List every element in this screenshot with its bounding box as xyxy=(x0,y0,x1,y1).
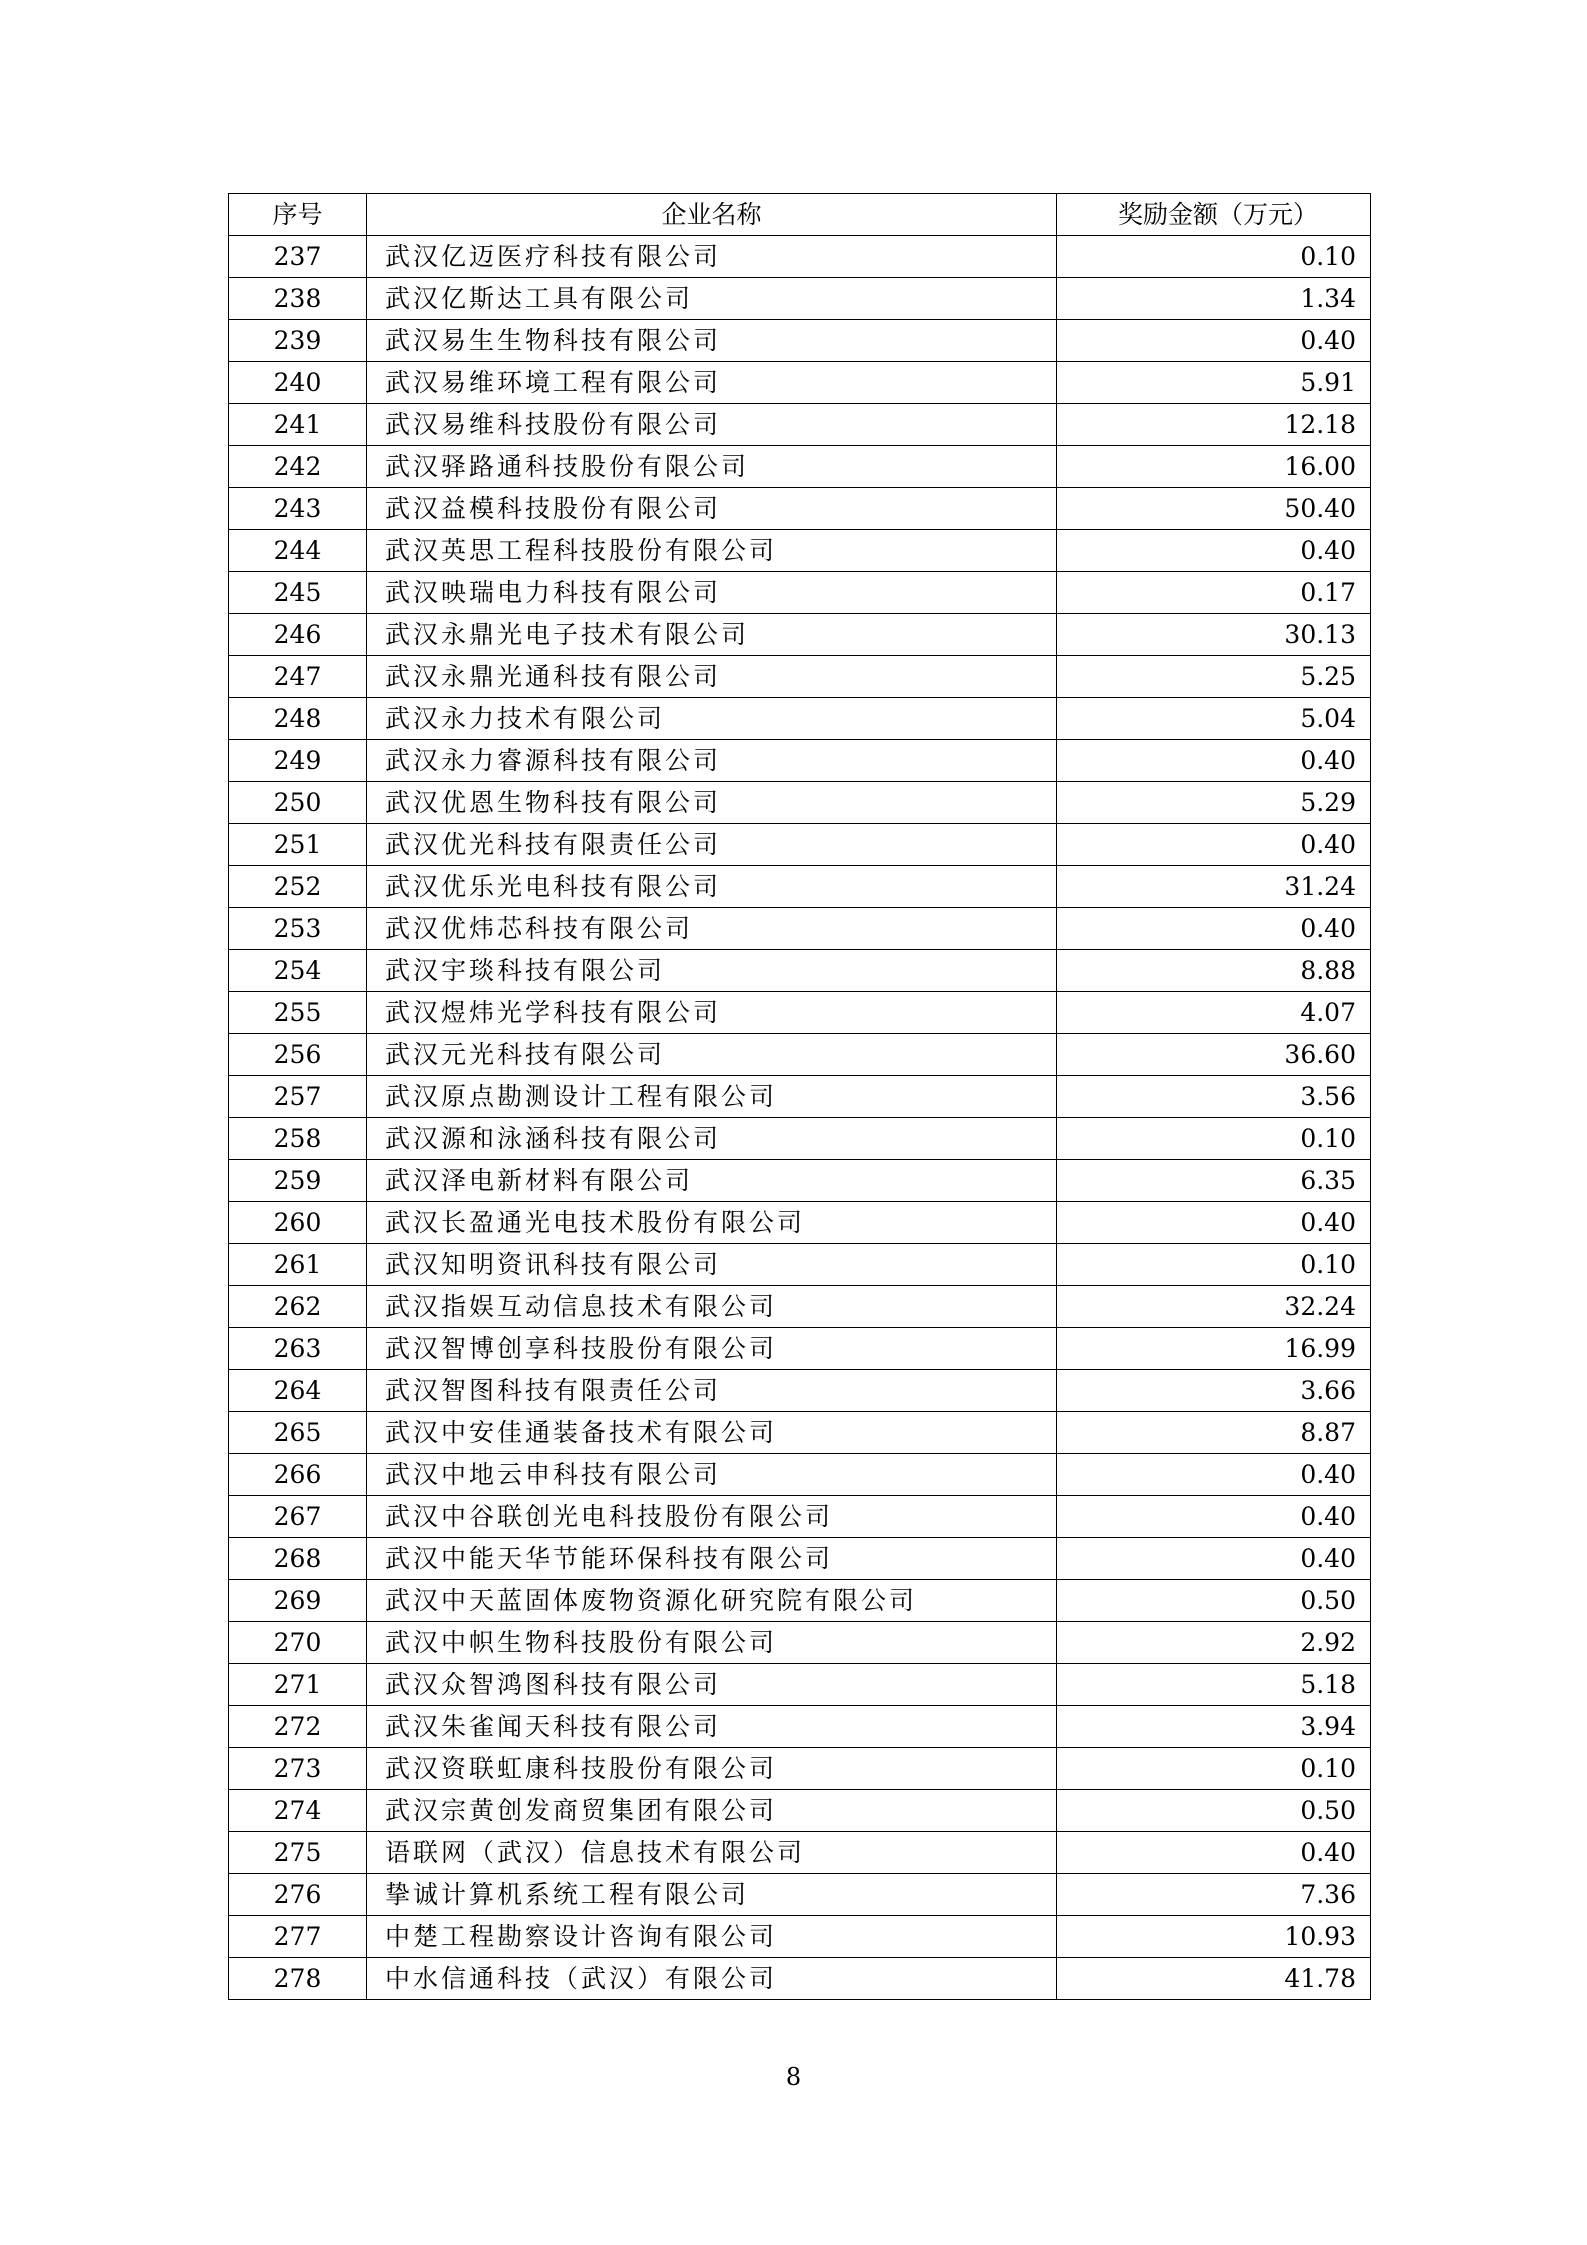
serial-number-cell: 256 xyxy=(229,1034,367,1076)
table-row xyxy=(229,1244,1371,1286)
company-name-cell: 武汉长盈通光电技术股份有限公司 xyxy=(367,1202,1057,1244)
company-name-cell: 武汉优炜芯科技有限公司 xyxy=(367,908,1057,950)
award-amount-cell: 0.40 xyxy=(1057,1496,1371,1538)
serial-number-cell: 267 xyxy=(229,1496,367,1538)
award-amount-cell: 32.24 xyxy=(1057,1286,1371,1328)
table-row xyxy=(229,1874,1371,1916)
award-amount-cell: 0.40 xyxy=(1057,1202,1371,1244)
company-name-cell: 武汉中帜生物科技股份有限公司 xyxy=(367,1622,1057,1664)
award-amount-cell: 5.04 xyxy=(1057,698,1371,740)
header-award-amount: 奖励金额（万元） xyxy=(1057,194,1371,236)
award-amount-cell: 0.40 xyxy=(1057,1454,1371,1496)
award-amount-cell: 41.78 xyxy=(1057,1958,1371,2000)
serial-number-cell: 244 xyxy=(229,530,367,572)
serial-number-cell: 255 xyxy=(229,992,367,1034)
company-name-cell: 武汉英思工程科技股份有限公司 xyxy=(367,530,1057,572)
serial-number-cell: 272 xyxy=(229,1706,367,1748)
award-amount-cell: 4.07 xyxy=(1057,992,1371,1034)
table-row xyxy=(229,1202,1371,1244)
serial-number-cell: 245 xyxy=(229,572,367,614)
table-row xyxy=(229,572,1371,614)
table-row xyxy=(229,1286,1371,1328)
table-row xyxy=(229,1454,1371,1496)
serial-number-cell: 254 xyxy=(229,950,367,992)
table-row xyxy=(229,404,1371,446)
award-amount-cell: 10.93 xyxy=(1057,1916,1371,1958)
table-row xyxy=(229,362,1371,404)
table-row xyxy=(229,824,1371,866)
company-name-cell: 武汉优乐光电科技有限公司 xyxy=(367,866,1057,908)
award-amount-cell: 0.50 xyxy=(1057,1790,1371,1832)
company-name-cell: 武汉永鼎光通科技有限公司 xyxy=(367,656,1057,698)
award-amount-cell: 0.40 xyxy=(1057,824,1371,866)
serial-number-cell: 239 xyxy=(229,320,367,362)
company-name-cell: 武汉亿斯达工具有限公司 xyxy=(367,278,1057,320)
serial-number-cell: 260 xyxy=(229,1202,367,1244)
company-name-cell: 武汉智博创享科技股份有限公司 xyxy=(367,1328,1057,1370)
award-table-container xyxy=(228,193,1370,2000)
serial-number-cell: 265 xyxy=(229,1412,367,1454)
award-amount-cell: 50.40 xyxy=(1057,488,1371,530)
award-amount-cell: 36.60 xyxy=(1057,1034,1371,1076)
company-name-cell: 武汉宗黄创发商贸集团有限公司 xyxy=(367,1790,1057,1832)
company-name-cell: 武汉元光科技有限公司 xyxy=(367,1034,1057,1076)
company-name-cell: 语联网（武汉）信息技术有限公司 xyxy=(367,1832,1057,1874)
serial-number-cell: 248 xyxy=(229,698,367,740)
table-row xyxy=(229,1370,1371,1412)
table-row xyxy=(229,488,1371,530)
table-row xyxy=(229,1496,1371,1538)
company-name-cell: 武汉优恩生物科技有限公司 xyxy=(367,782,1057,824)
award-amount-cell: 8.88 xyxy=(1057,950,1371,992)
table-row xyxy=(229,656,1371,698)
table-row xyxy=(229,614,1371,656)
table-body xyxy=(229,236,1371,2000)
table-row xyxy=(229,1706,1371,1748)
company-name-cell: 武汉中地云申科技有限公司 xyxy=(367,1454,1057,1496)
award-table xyxy=(228,193,1371,2000)
table-row xyxy=(229,1538,1371,1580)
company-name-cell: 武汉永鼎光电子技术有限公司 xyxy=(367,614,1057,656)
serial-number-cell: 249 xyxy=(229,740,367,782)
company-name-cell: 武汉智图科技有限责任公司 xyxy=(367,1370,1057,1412)
company-name-cell: 武汉映瑞电力科技有限公司 xyxy=(367,572,1057,614)
table-row xyxy=(229,908,1371,950)
company-name-cell: 中水信通科技（武汉）有限公司 xyxy=(367,1958,1057,2000)
table-header-row xyxy=(229,194,1371,236)
company-name-cell: 武汉众智鸿图科技有限公司 xyxy=(367,1664,1057,1706)
table-row xyxy=(229,950,1371,992)
award-amount-cell: 0.17 xyxy=(1057,572,1371,614)
serial-number-cell: 240 xyxy=(229,362,367,404)
table-row xyxy=(229,1664,1371,1706)
table-row xyxy=(229,1580,1371,1622)
serial-number-cell: 250 xyxy=(229,782,367,824)
page-number: 8 xyxy=(785,2063,802,2091)
table-row xyxy=(229,1076,1371,1118)
table-row xyxy=(229,278,1371,320)
table-row xyxy=(229,1034,1371,1076)
company-name-cell: 中楚工程勘察设计咨询有限公司 xyxy=(367,1916,1057,1958)
award-amount-cell: 1.34 xyxy=(1057,278,1371,320)
company-name-cell: 武汉中天蓝固体废物资源化研究院有限公司 xyxy=(367,1580,1057,1622)
header-company-name: 企业名称 xyxy=(367,194,1057,236)
company-name-cell: 武汉易维环境工程有限公司 xyxy=(367,362,1057,404)
table-row xyxy=(229,320,1371,362)
table-row xyxy=(229,1328,1371,1370)
award-amount-cell: 0.10 xyxy=(1057,236,1371,278)
award-amount-cell: 5.29 xyxy=(1057,782,1371,824)
award-amount-cell: 0.50 xyxy=(1057,1580,1371,1622)
company-name-cell: 武汉永力睿源科技有限公司 xyxy=(367,740,1057,782)
serial-number-cell: 274 xyxy=(229,1790,367,1832)
serial-number-cell: 252 xyxy=(229,866,367,908)
award-amount-cell: 0.40 xyxy=(1057,320,1371,362)
table-row xyxy=(229,740,1371,782)
award-amount-cell: 0.40 xyxy=(1057,1538,1371,1580)
serial-number-cell: 242 xyxy=(229,446,367,488)
award-amount-cell: 3.56 xyxy=(1057,1076,1371,1118)
award-amount-cell: 6.35 xyxy=(1057,1160,1371,1202)
award-amount-cell: 7.36 xyxy=(1057,1874,1371,1916)
award-amount-cell: 0.40 xyxy=(1057,908,1371,950)
serial-number-cell: 277 xyxy=(229,1916,367,1958)
serial-number-cell: 262 xyxy=(229,1286,367,1328)
company-name-cell: 武汉益模科技股份有限公司 xyxy=(367,488,1057,530)
company-name-cell: 武汉中谷联创光电科技股份有限公司 xyxy=(367,1496,1057,1538)
company-name-cell: 武汉驿路通科技股份有限公司 xyxy=(367,446,1057,488)
table-row xyxy=(229,1916,1371,1958)
table-row xyxy=(229,1412,1371,1454)
award-amount-cell: 0.10 xyxy=(1057,1244,1371,1286)
award-amount-cell: 31.24 xyxy=(1057,866,1371,908)
serial-number-cell: 237 xyxy=(229,236,367,278)
table-row xyxy=(229,1832,1371,1874)
serial-number-cell: 246 xyxy=(229,614,367,656)
award-amount-cell: 5.25 xyxy=(1057,656,1371,698)
serial-number-cell: 241 xyxy=(229,404,367,446)
serial-number-cell: 257 xyxy=(229,1076,367,1118)
company-name-cell: 武汉易生生物科技有限公司 xyxy=(367,320,1057,362)
serial-number-cell: 273 xyxy=(229,1748,367,1790)
serial-number-cell: 275 xyxy=(229,1832,367,1874)
serial-number-cell: 264 xyxy=(229,1370,367,1412)
company-name-cell: 挚诚计算机系统工程有限公司 xyxy=(367,1874,1057,1916)
award-amount-cell: 5.18 xyxy=(1057,1664,1371,1706)
header-serial-number: 序号 xyxy=(229,194,367,236)
serial-number-cell: 276 xyxy=(229,1874,367,1916)
award-amount-cell: 3.66 xyxy=(1057,1370,1371,1412)
award-amount-cell: 16.00 xyxy=(1057,446,1371,488)
company-name-cell: 武汉中安佳通装备技术有限公司 xyxy=(367,1412,1057,1454)
company-name-cell: 武汉指娱互动信息技术有限公司 xyxy=(367,1286,1057,1328)
award-amount-cell: 30.13 xyxy=(1057,614,1371,656)
award-amount-cell: 3.94 xyxy=(1057,1706,1371,1748)
table-row xyxy=(229,1622,1371,1664)
table-row xyxy=(229,1748,1371,1790)
table-row xyxy=(229,992,1371,1034)
serial-number-cell: 278 xyxy=(229,1958,367,2000)
serial-number-cell: 253 xyxy=(229,908,367,950)
award-amount-cell: 8.87 xyxy=(1057,1412,1371,1454)
award-amount-cell: 16.99 xyxy=(1057,1328,1371,1370)
award-amount-cell: 5.91 xyxy=(1057,362,1371,404)
company-name-cell: 武汉易维科技股份有限公司 xyxy=(367,404,1057,446)
serial-number-cell: 271 xyxy=(229,1664,367,1706)
serial-number-cell: 238 xyxy=(229,278,367,320)
serial-number-cell: 270 xyxy=(229,1622,367,1664)
table-row xyxy=(229,1118,1371,1160)
serial-number-cell: 243 xyxy=(229,488,367,530)
serial-number-cell: 247 xyxy=(229,656,367,698)
award-amount-cell: 2.92 xyxy=(1057,1622,1371,1664)
company-name-cell: 武汉中能天华节能环保科技有限公司 xyxy=(367,1538,1057,1580)
award-amount-cell: 0.40 xyxy=(1057,740,1371,782)
company-name-cell: 武汉亿迈医疗科技有限公司 xyxy=(367,236,1057,278)
company-name-cell: 武汉原点勘测设计工程有限公司 xyxy=(367,1076,1057,1118)
serial-number-cell: 268 xyxy=(229,1538,367,1580)
award-amount-cell: 0.40 xyxy=(1057,530,1371,572)
table-row xyxy=(229,698,1371,740)
company-name-cell: 武汉朱雀闻天科技有限公司 xyxy=(367,1706,1057,1748)
serial-number-cell: 258 xyxy=(229,1118,367,1160)
company-name-cell: 武汉优光科技有限责任公司 xyxy=(367,824,1057,866)
company-name-cell: 武汉资联虹康科技股份有限公司 xyxy=(367,1748,1057,1790)
company-name-cell: 武汉源和泳涵科技有限公司 xyxy=(367,1118,1057,1160)
serial-number-cell: 261 xyxy=(229,1244,367,1286)
table-row xyxy=(229,530,1371,572)
table-row xyxy=(229,866,1371,908)
serial-number-cell: 259 xyxy=(229,1160,367,1202)
serial-number-cell: 263 xyxy=(229,1328,367,1370)
company-name-cell: 武汉宇琰科技有限公司 xyxy=(367,950,1057,992)
table-row xyxy=(229,1160,1371,1202)
award-amount-cell: 0.10 xyxy=(1057,1118,1371,1160)
table-row xyxy=(229,446,1371,488)
table-row xyxy=(229,782,1371,824)
company-name-cell: 武汉泽电新材料有限公司 xyxy=(367,1160,1057,1202)
serial-number-cell: 251 xyxy=(229,824,367,866)
serial-number-cell: 266 xyxy=(229,1454,367,1496)
award-amount-cell: 12.18 xyxy=(1057,404,1371,446)
company-name-cell: 武汉知明资讯科技有限公司 xyxy=(367,1244,1057,1286)
award-amount-cell: 0.40 xyxy=(1057,1832,1371,1874)
table-row xyxy=(229,1790,1371,1832)
award-amount-cell: 0.10 xyxy=(1057,1748,1371,1790)
table-row xyxy=(229,236,1371,278)
company-name-cell: 武汉永力技术有限公司 xyxy=(367,698,1057,740)
company-name-cell: 武汉煜炜光学科技有限公司 xyxy=(367,992,1057,1034)
table-row xyxy=(229,1958,1371,2000)
serial-number-cell: 269 xyxy=(229,1580,367,1622)
